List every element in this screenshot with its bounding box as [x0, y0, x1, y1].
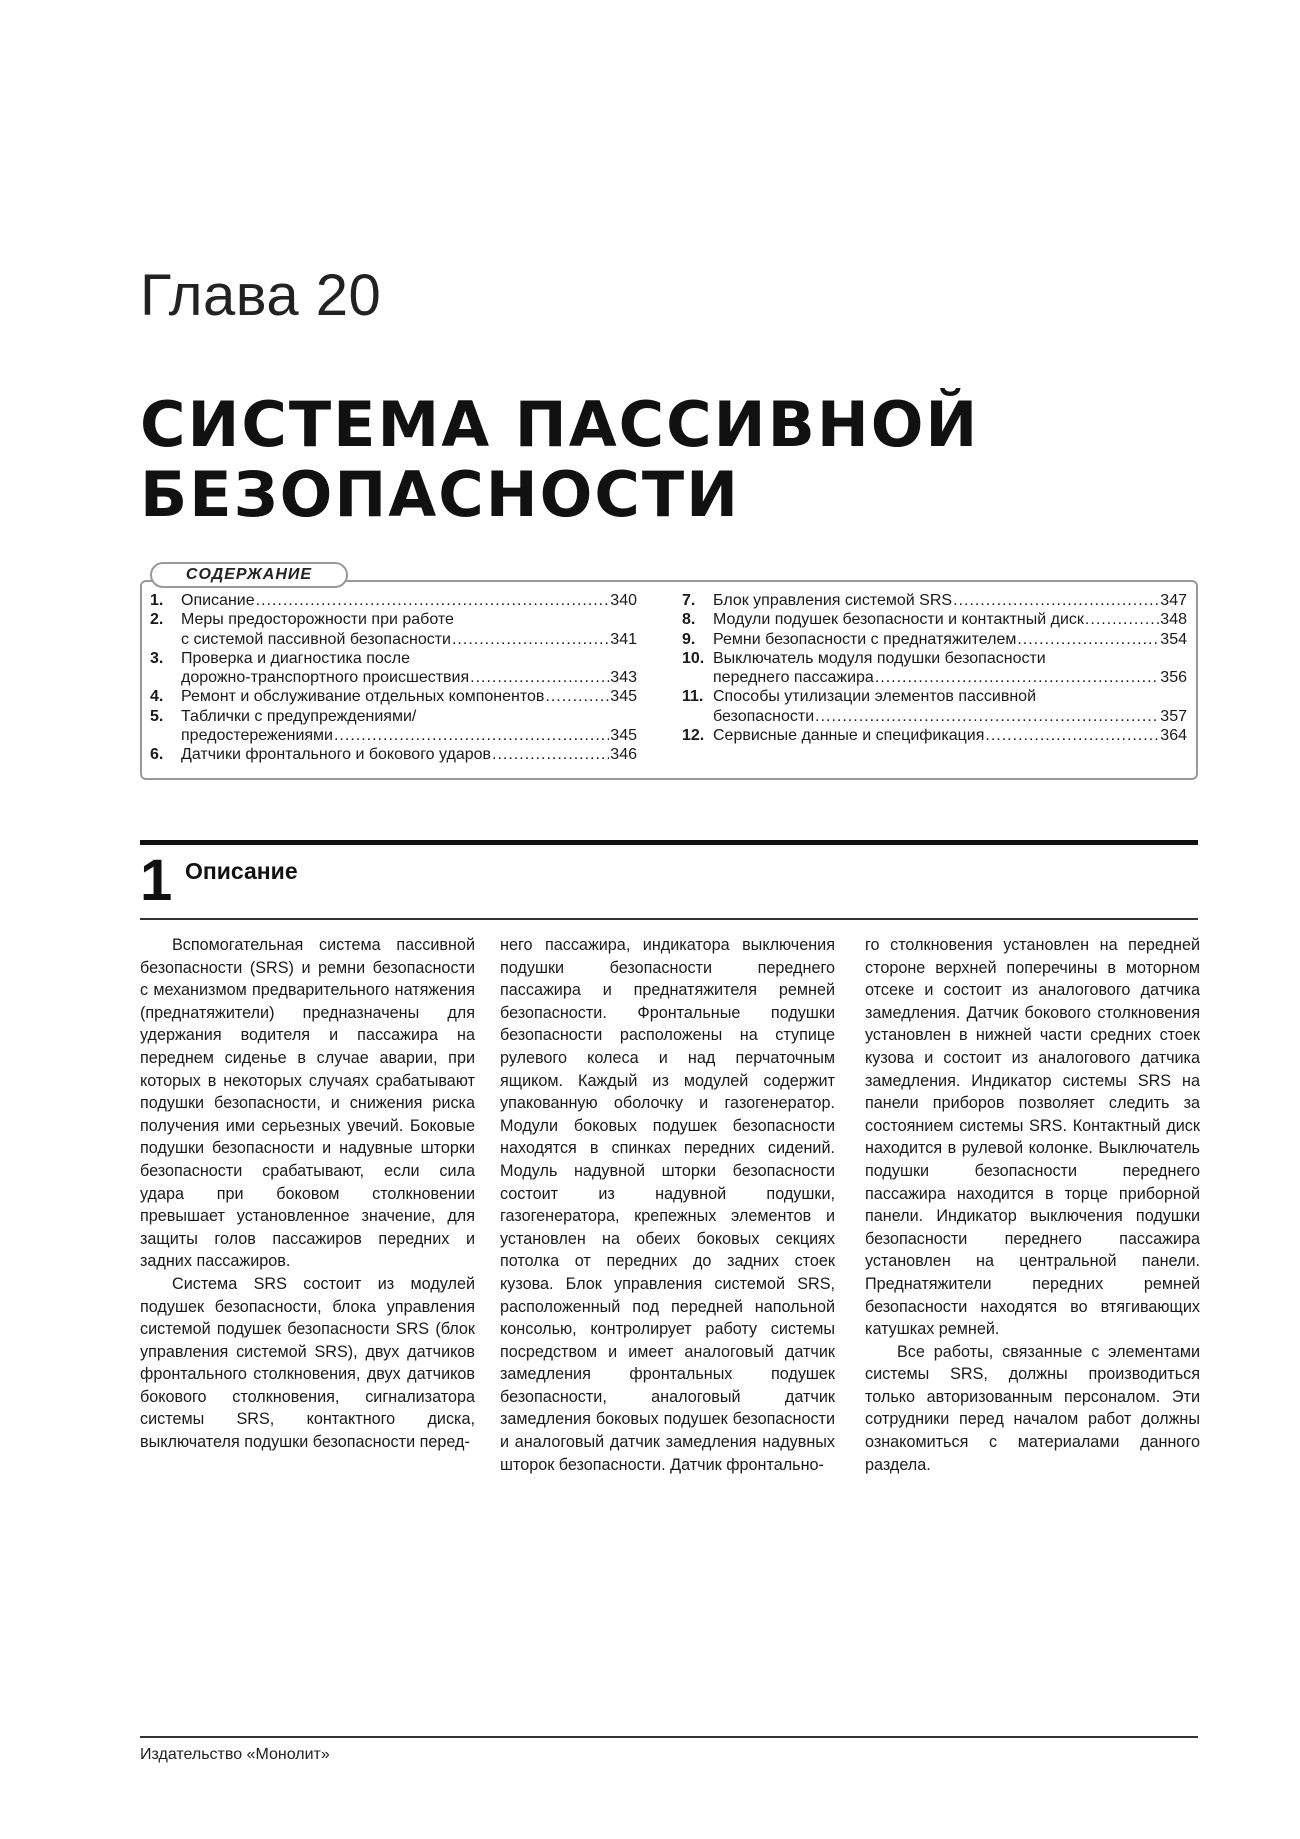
toc-entry-title: безопасности — [713, 707, 815, 725]
toc-entry-title-line: Проверка и диагностика после — [181, 649, 410, 667]
toc-entry-title-line: Меры предосторожности при работе — [181, 611, 454, 629]
toc-entry-page: 347 — [1160, 592, 1187, 609]
body-column-2 — [500, 934, 835, 1476]
body-paragraph: Система SRS состоит из модулей подушек безопасности, блока управления системой подушек безопасности SRS (блок управления системой SRS), двух датчиков фронтального столкновения, двух датчиков бокового столкновения, сигнализатора системы SRS, контактного диска, выключателя подушки безопасности перед- — [140, 1274, 475, 1452]
body-paragraph: Вспомогательная система пассивной безопасности (SRS) и ремни безопасности с механизмом предварительного натяжения (преднатяжители) предназначены для удержания водителя и пассажира на переднем сиденье в случае аварии, при которых в некоторых случаях срабатывают подушки безопасности, и снижения риска получения ими серьезных увечий. Боковые подушки безопасности и надувные шторки безопасности срабатывают, если сила удара при боковом столкновении превышает установленное значение, для защиты голов пассажиров передних и задних пассажиров. — [140, 936, 475, 1271]
toc-entry[interactable] — [150, 707, 637, 746]
toc-entry[interactable] — [150, 687, 637, 706]
section-rule-bottom — [140, 918, 1198, 920]
toc-entry-number: 1. — [150, 592, 164, 609]
toc-entry[interactable] — [150, 649, 637, 688]
section-title: Описание — [185, 858, 298, 884]
toc-entry-title: Ремонт и обслуживание отдельных компонентов — [181, 688, 545, 706]
toc-entry-page: 356 — [1160, 669, 1187, 687]
toc-entry[interactable] — [682, 630, 1187, 649]
toc-entry-number: 6. — [150, 746, 164, 764]
toc-leader-dots — [1085, 610, 1159, 629]
toc-entry-page: 348 — [1160, 611, 1187, 629]
toc-entry-title: предостережениями — [181, 727, 333, 745]
chapter-title-line-2: БЕЗОПАСНОСТИ — [140, 458, 741, 531]
toc-entry-page: 345 — [610, 688, 637, 706]
toc-entry-title: дорожно-транспортного происшествия — [181, 669, 470, 687]
toc-entry-page: 354 — [1160, 630, 1187, 648]
contents-heading: СОДЕРЖАНИЕ — [150, 562, 348, 588]
contents-column-right — [682, 591, 1187, 745]
body-paragraph: Все работы, связанные с элементами системы SRS, должны производиться только авторизованным персоналом. Эти сотрудники перед началом работ должны ознакомиться с материалами данного раздела. — [865, 1342, 1200, 1474]
toc-leader-dots — [452, 630, 609, 649]
toc-entry-number: 8. — [682, 611, 696, 629]
toc-entry-title: Ремни безопасности с преднатяжителем — [713, 630, 1017, 648]
toc-entry-title: с системой пассивной безопасности — [181, 630, 451, 648]
toc-entry-page: 343 — [610, 669, 637, 687]
toc-entry[interactable] — [150, 610, 637, 649]
toc-leader-dots — [985, 726, 1159, 745]
toc-entry[interactable] — [682, 726, 1187, 745]
toc-entry-number: 11. — [682, 688, 704, 706]
toc-entry-number: 3. — [150, 649, 164, 667]
body-paragraph: го столкновения установлен на передней стороне верхней поперечины в моторном отсеке и состоит из аналогового датчика замедления. Датчик бокового столкновения установлен в нижней части средних стоек кузова и состоит из аналогового датчика замедления. Индикатор системы SRS на панели приборов позволяет следить за состоянием системы SRS. Контактный диск находится в рулевой колонке. Выключатель подушки безопасности переднего пассажира находится в торце приборной панели. Индикатор выключения подушки безопасности переднего пассажира установлен на центральной панели. Преднатяжители передних ремней безопасности находятся во втягивающих катушках ремней. — [865, 936, 1200, 1339]
section-rule-top — [140, 840, 1198, 845]
toc-leader-dots — [1017, 630, 1159, 649]
toc-entry-number: 10. — [682, 649, 705, 667]
toc-entry[interactable] — [682, 687, 1187, 726]
toc-entry-page: 357 — [1160, 707, 1187, 725]
toc-leader-dots — [545, 687, 609, 706]
body-column-1 — [140, 934, 475, 1454]
publisher-name: Издательство «Монолит» — [140, 1746, 330, 1763]
toc-entry-title-line: Таблички с предупреждениями/ — [181, 707, 417, 725]
toc-entry[interactable] — [682, 649, 1187, 688]
toc-entry-number: 7. — [682, 592, 696, 609]
toc-entry-title: Сервисные данные и спецификация — [713, 727, 985, 745]
toc-entry-title: Блок управления системой SRS — [713, 592, 953, 609]
body-column-3 — [865, 934, 1200, 1476]
toc-entry[interactable] — [682, 610, 1187, 629]
toc-leader-dots — [334, 726, 609, 745]
body-paragraph: него пассажира, индикатора выключения подушки безопасности переднего пассажира и преднатяжителя ремней безопасности. Фронтальные подушки безопасности расположены на ступице рулевого колеса и над перчаточным ящиком. Каждый из модулей содержит упакованную оболочку и газогенератор. Модули боковых подушек безопасности находятся в спинках передних сидений. Модуль надувной шторки безопасности состоит из надувной подушки, газогенератора, крепежных элементов и установлен на обеих боковых секциях потолка от передних до задних стоек кузова. Блок управления системой SRS, расположенный под передней напольной консолью, контролирует работу системы посредством и имеет аналоговый датчик замедления фронтальных подушек безопасности, аналоговый датчик замедления боковых подушек безопасности и аналоговый датчик замедления надувных шторок безопасности. Датчик фронтально- — [500, 936, 835, 1474]
toc-entry-title-line: Выключатель модуля подушки безопасности — [713, 649, 1046, 667]
toc-entry-number: 9. — [682, 630, 696, 648]
toc-entry[interactable] — [150, 745, 637, 764]
toc-entry-number: 4. — [150, 688, 164, 706]
toc-entry-title-line: Способы утилизации элементов пассивной — [713, 688, 1037, 706]
toc-entry-title: переднего пассажира — [713, 669, 874, 687]
toc-leader-dots — [470, 668, 609, 687]
toc-leader-dots — [875, 668, 1159, 687]
chapter-label: Глава 20 — [140, 263, 382, 328]
section-number: 1 — [140, 848, 173, 913]
toc-leader-dots — [256, 591, 610, 610]
toc-entry-page: 345 — [610, 727, 637, 745]
toc-entry-page: 341 — [610, 630, 637, 648]
toc-leader-dots — [953, 591, 1159, 610]
toc-entry-number: 12. — [682, 727, 705, 745]
chapter-title — [140, 390, 1200, 530]
toc-entry[interactable] — [682, 591, 1187, 610]
chapter-title-line-1: СИСТЕМА ПАССИВНОЙ — [140, 388, 980, 461]
toc-entry-page: 346 — [610, 746, 637, 764]
toc-entry-title: Датчики фронтального и бокового ударов — [181, 746, 492, 764]
toc-entry[interactable] — [150, 591, 637, 610]
toc-entry-number: 2. — [150, 611, 164, 629]
toc-entry-page: 340 — [610, 592, 637, 609]
toc-entry-title: Модули подушек безопасности и контактный диск — [713, 611, 1084, 629]
toc-entry-page: 364 — [1160, 727, 1187, 745]
footer-rule — [140, 1736, 1198, 1738]
toc-entry-number: 5. — [150, 707, 164, 725]
toc-leader-dots — [815, 707, 1159, 726]
contents-column-left — [150, 591, 637, 765]
toc-entry-title: Описание — [181, 592, 255, 609]
toc-leader-dots — [492, 745, 609, 764]
